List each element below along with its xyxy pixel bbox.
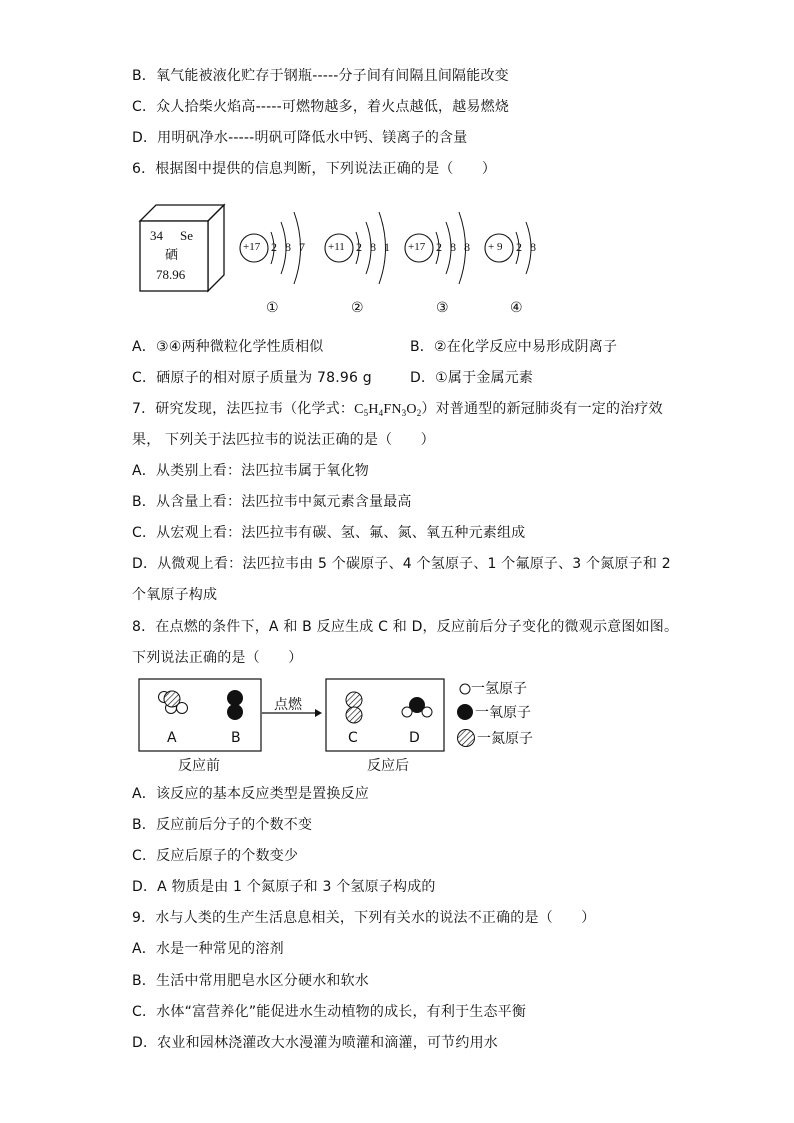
q6-option-b: B．②在化学反应中易形成阴离子 [410,339,618,355]
arrow-condition-label: 点燃 [274,697,302,713]
element-number: 34 [150,228,163,243]
particle-4-e2: 8 [530,240,536,254]
q7-option-d-line1: D．从微观上看：法匹拉韦由 5 个碳原子、4 个氢原子、1 个氟原子、3 个氮原子和 2 [132,556,671,572]
q8-stem-line1: 8．在点燃的条件下，A 和 B 反应生成 C 和 D，反应前后分子变化的微观示意图如图。 [132,619,679,635]
q6-option-a: A．③④两种微粒化学性质相似 [132,339,324,355]
q5-option-d: D．用明矾净水-----明矾可降低水中钙、镁离子的含量 [132,130,468,146]
particle-3-e2: 8 [450,240,456,254]
molecule-c-label: C [348,730,358,746]
particle-4-label: ④ [510,300,523,316]
reaction-svg [138,678,448,753]
q9-option-b: B．生活中常用肥皂水区分硬水和软水 [132,973,370,989]
q7-stem-line2: 果， 下列关于法匹拉韦的说法正确的是（ ） [132,432,435,448]
q6-option-d: D．①属于金属元素 [410,370,534,386]
q6-option-c: C．硒原子的相对原子质量为 78.96 g [132,370,372,386]
particle-2-nucleus: +11 [328,241,345,253]
q7-option-c: C．从宏观上看：法匹拉韦有碳、氢、氟、氮、氧五种元素组成 [132,525,526,541]
q9-stem: 9．水与人类的生产生活息息相关，下列有关水的说法不正确的是（ ） [132,910,596,926]
particle-2-e2: 8 [370,240,376,254]
particle-1-label: ① [266,300,279,316]
q7-option-d-line2: 个氧原子构成 [132,587,218,603]
q5-option-b: B．氧气能被液化贮存于钢瓶-----分子间有间隔且间隔能改变 [132,68,509,84]
particle-1-nucleus: +17 [243,241,261,253]
particle-1-e3: 7 [299,240,305,254]
q9-option-a: A．水是一种常见的溶剂 [132,941,284,957]
legend-oxygen-icon [456,703,474,721]
particle-3-e3: 8 [464,240,470,254]
molecule-d-label: D [409,730,420,746]
q5-option-c: C．众人拾柴火焰高-----可燃物越多，着火点越低，越易燃烧 [132,99,510,115]
particle-2-e3: 1 [384,240,390,254]
element-symbol: Se [180,228,193,243]
legend-nitrogen-icon [456,728,476,748]
q7-option-a: A．从类别上看：法匹拉韦属于氧化物 [132,463,369,479]
particle-2-e1: 2 [356,240,362,254]
molecule-a-label: A [167,730,177,746]
q8-option-d: D．A 物质是由 1 个氮原子和 3 个氢原子构成的 [132,879,436,895]
particle-3-nucleus: +17 [408,241,426,253]
q8-option-a: A．该反应的基本反应类型是置换反应 [132,786,369,802]
particle-1-e2: 8 [285,240,291,254]
particle-3-e1: 2 [436,240,442,254]
q7-stem-suffix: ）对普通型的新冠肺炎有一定的治疗效 [421,401,663,417]
particle-2-label: ② [351,300,364,316]
element-name: 硒 [165,248,179,263]
q6-stem: 6．根据图中提供的信息判断，下列说法正确的是（ ） [132,161,497,177]
legend-oxygen-label: 一氧原子 [475,705,531,721]
legend-nitrogen-label: 一氮原子 [477,731,533,747]
molecule-b-label: B [231,730,241,746]
particle-1-e1: 2 [271,240,277,254]
q7-formula: $C_5H_4FN_3O_2$ [354,402,422,418]
legend-hydrogen-icon [458,682,472,696]
q9-option-d: D．农业和园林浇灌改大水漫灌为喷灌和滴灌，可节约用水 [132,1035,498,1051]
q7-stem-prefix: 7．研究发现，法匹拉韦（化学式： [132,401,355,417]
before-box [139,679,261,751]
legend-hydrogen-label: 一氢原子 [471,681,527,697]
q9-option-c: C．水体“富营养化”能促进水生动植物的成长，有利于生态平衡 [132,1004,527,1020]
particle-4-e1: 2 [516,240,522,254]
q7-stem-line1 [132,399,663,420]
q8-option-b: B．反应前后分子的个数不变 [132,817,313,833]
particle-3-label: ③ [436,300,449,316]
before-caption: 反应前 [178,758,220,774]
after-caption: 反应后 [367,758,409,774]
q8-option-c: C．反应后原子的个数变少 [132,848,299,864]
particle-4-nucleus: + 9 [488,241,503,253]
q8-stem-line2: 下列说法正确的是（ ） [132,650,303,666]
element-mass: 78.96 [156,267,186,282]
q7-option-b: B．从含量上看：法匹拉韦中氮元素含量最高 [132,494,412,510]
